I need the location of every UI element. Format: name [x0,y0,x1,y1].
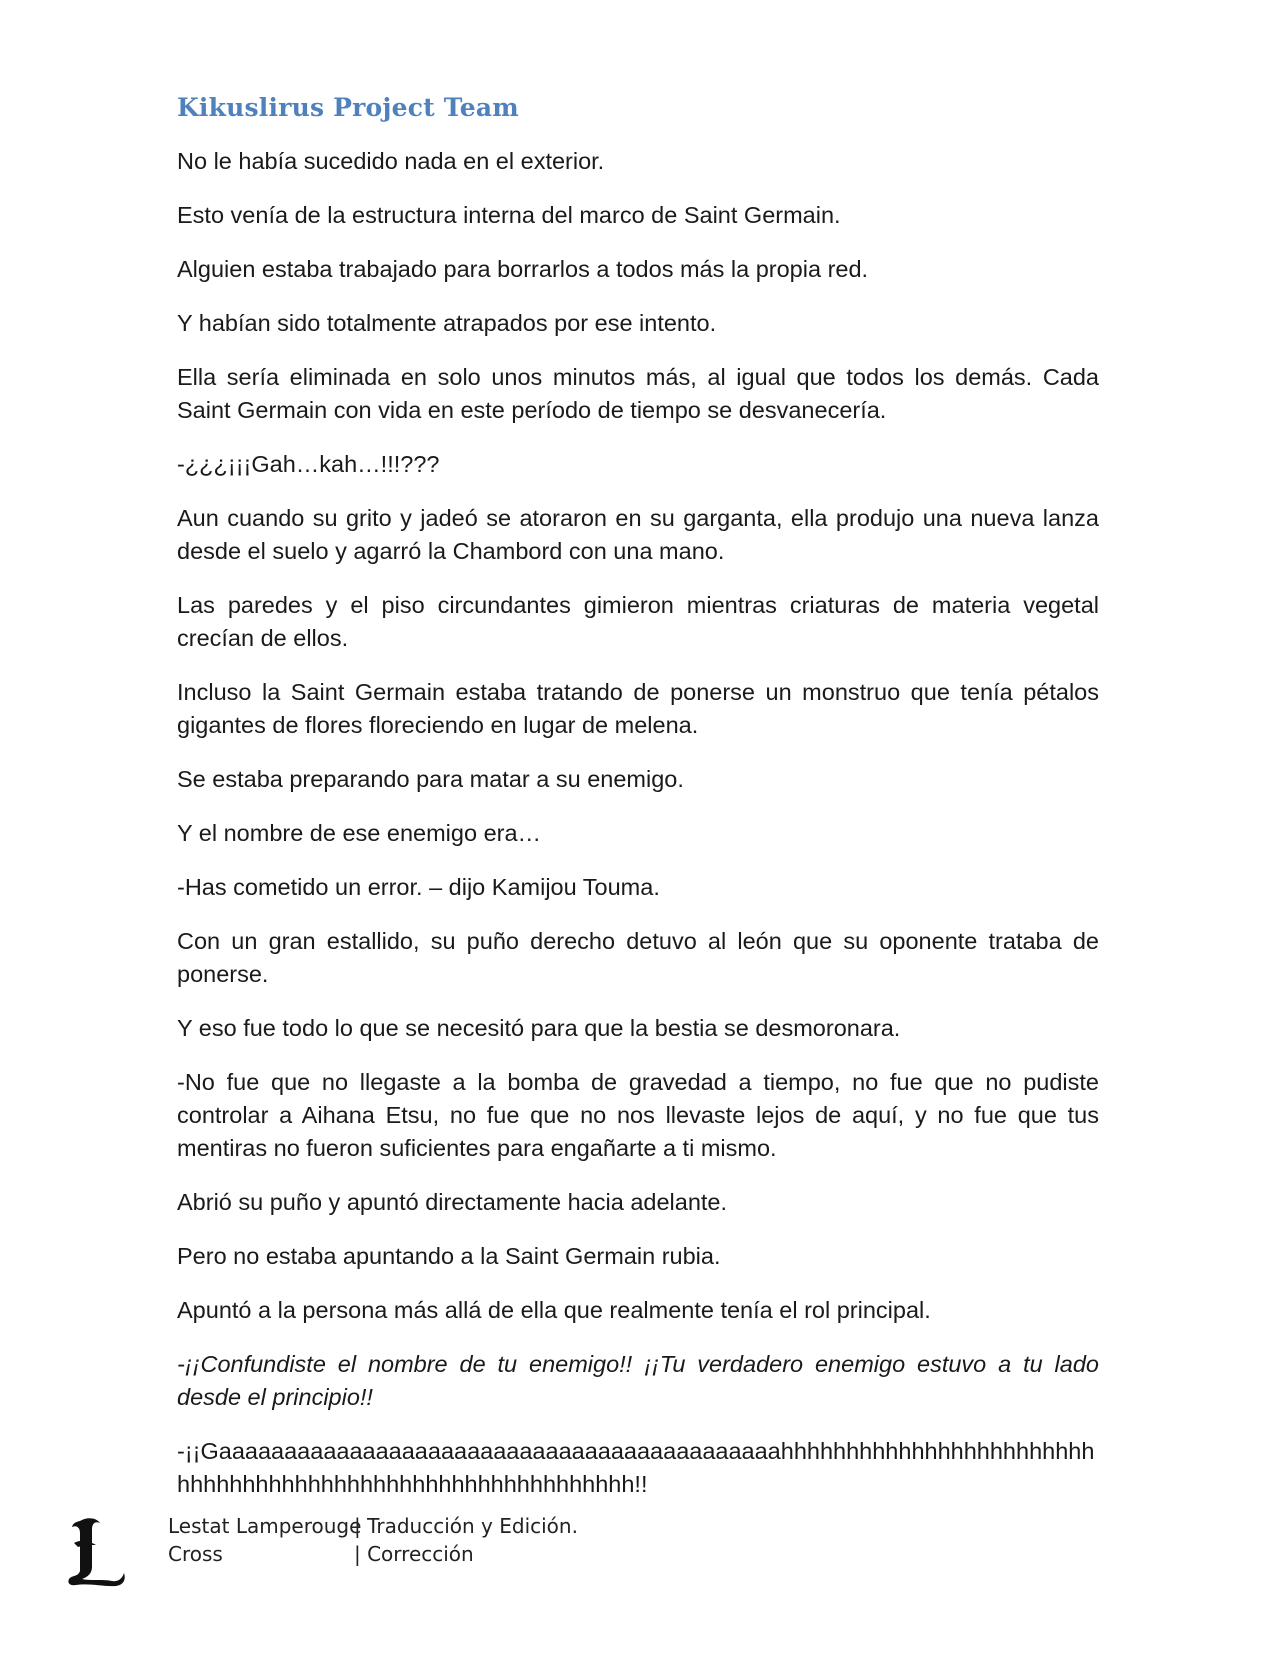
paragraph: Pero no estaba apuntando a la Saint Germain rubia. [177,1243,721,1269]
paragraph: -No fue que no llegaste a la bomba de gravedad a tiempo, no fue que no pudiste controlar a Aihana Etsu, no fue que no nos llevaste lejos de aquí, y no fue que tus mentiras no fueron suficientes para engañarte a ti mismo. [177,1069,1099,1161]
document-body [177,145,1099,1522]
page-header-title: Kikuslirus Project Team [177,93,519,122]
credit-row [168,1540,578,1568]
paragraph: Ella sería eliminada en solo unos minutos más, al igual que todos los demás. Cada Saint Germain con vida en este período de tiempo se desvanecería. [177,364,1099,423]
paragraph: -Has cometido un error. – dijo Kamijou Touma. [177,874,660,900]
paragraph: -¿¿¿¡¡¡Gah…kah…!!!??? [177,451,440,477]
paragraph: Apuntó a la persona más allá de ella que realmente tenía el rol principal. [177,1297,931,1323]
credit-role: | Traducción y Edición. [354,1514,578,1538]
credit-row [168,1512,578,1540]
paragraph: Y eso fue todo lo que se necesitó para que la bestia se desmoronara. [177,1015,901,1041]
paragraph: Con un gran estallido, su puño derecho detuvo al león que su oponente trataba de ponerse. [177,928,1099,987]
paragraph: Y habían sido totalmente atrapados por ese intento. [177,310,717,336]
paragraph: Se estaba preparando para matar a su enemigo. [177,766,684,792]
paragraph: Esto venía de la estructura interna del marco de Saint Germain. [177,202,841,228]
paragraph: Aun cuando su grito y jadeó se atoraron en su garganta, ella produjo una nueva lanza desde el suelo y agarró la Chambord con una mano. [177,505,1099,564]
paragraph-italic: -¡¡Confundiste el nombre de tu enemigo!! ¡¡Tu verdadero enemigo estuvo a tu lado desde el principio!! [177,1351,1099,1410]
credit-role: | Corrección [354,1542,474,1566]
gothic-letter-l-logo-icon [66,1515,128,1587]
paragraph: Y el nombre de ese enemigo era… [177,820,542,846]
credit-name: Lestat Lamperouge [168,1514,362,1538]
paragraph: Abrió su puño y apuntó directamente hacia adelante. [177,1189,728,1215]
credit-name: Cross [168,1542,223,1566]
paragraph: Incluso la Saint Germain estaba tratando de ponerse un monstruo que tenía pétalos gigantes de flores floreciendo en lugar de melena. [177,679,1099,738]
paragraph: -¡¡Gaaaaaaaaaaaaaaaaaaaaaaaaaaaaaaaaaaaaaaaaaaahhhhhhhhhhhhhhhhhhhhhhhhhhhhhhhhhhhhhhhhhhhhhhhhhhhhhhhhhhh!! [177,1438,1095,1497]
paragraph: No le había sucedido nada en el exterior. [177,148,605,174]
footer-credits [168,1512,578,1568]
paragraph: Las paredes y el piso circundantes gimieron mientras criaturas de materia vegetal crecían de ellos. [177,592,1099,651]
paragraph: Alguien estaba trabajado para borrarlos a todos más la propia red. [177,256,869,282]
